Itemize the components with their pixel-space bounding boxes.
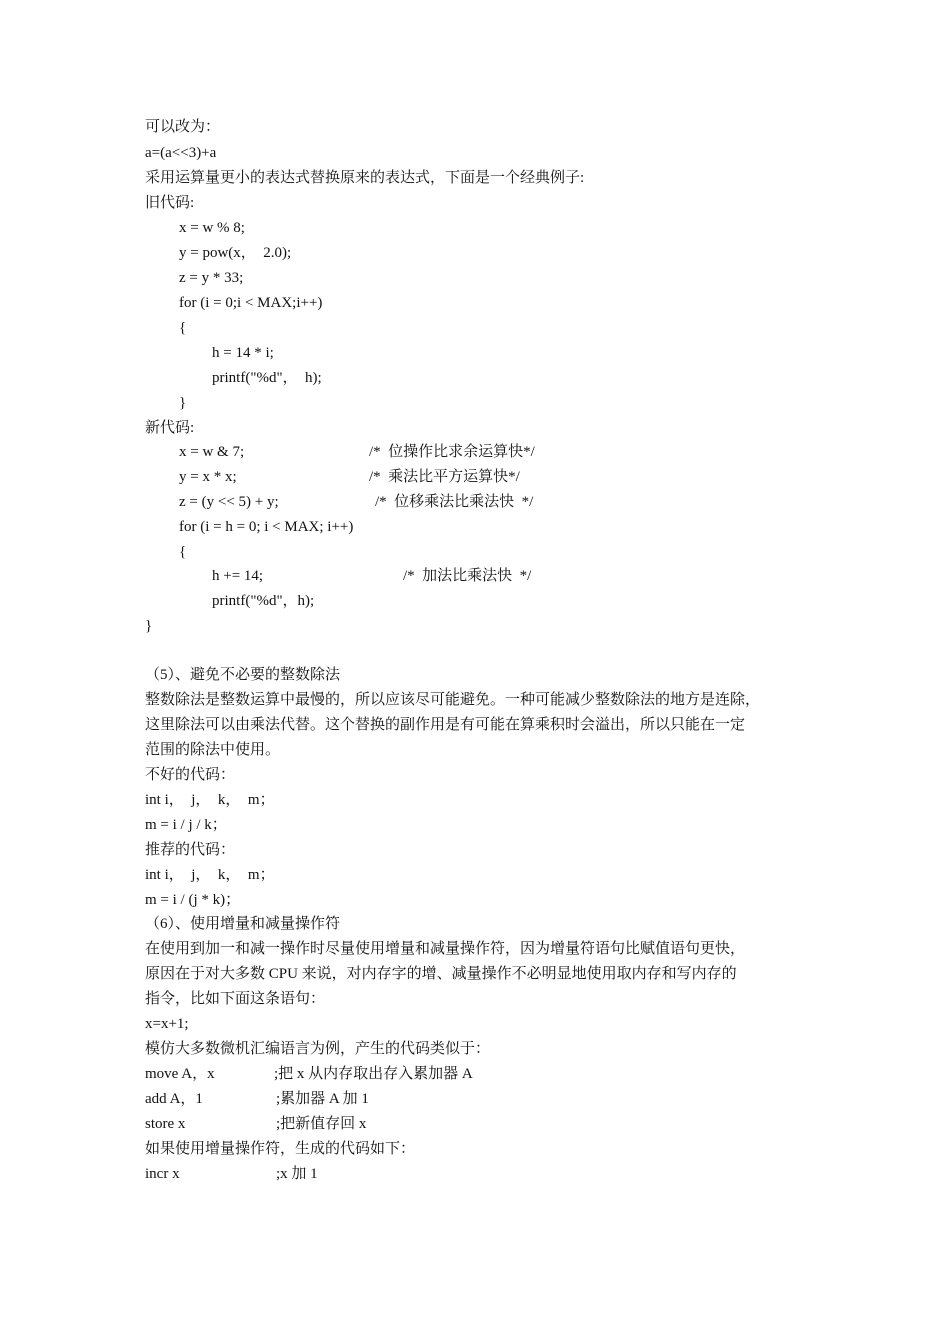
new-code-line: y = x * x; xyxy=(179,469,237,485)
asm-row xyxy=(0,1114,950,1134)
paragraph-line: 范围的除法中使用。 xyxy=(145,742,281,758)
new-code-line: h += 14; xyxy=(212,568,264,584)
intro-line-3: 采用运算量更小的表达式替换原来的表达式，下面是一个经典例子: xyxy=(145,170,585,186)
bad-code-label: 不好的代码： xyxy=(145,767,236,783)
intro-line-2: a=(a<<3)+a xyxy=(145,145,217,161)
new-code-line: z = (y << 5) + y; xyxy=(179,494,279,510)
code-comment: /* 乘法比平方运算快*/ xyxy=(369,469,520,485)
section-6-heading: （6）、使用增量和减量操作符 xyxy=(145,916,341,932)
new-code-label: 新代码: xyxy=(145,420,195,436)
asm-comment: ;累加器 A 加 1 xyxy=(276,1091,369,1107)
asm-instruction: incr x xyxy=(145,1166,180,1182)
old-code-line: { xyxy=(179,320,187,336)
old-code-label: 旧代码: xyxy=(145,195,195,211)
old-code-line: printf("%d"， h); xyxy=(212,370,322,386)
new-code-row xyxy=(0,566,950,586)
good-code-line: int i， j， k， m； xyxy=(145,867,275,883)
asm-row xyxy=(0,1064,950,1084)
code-comment: /* 位移乘法比乘法快 */ xyxy=(375,494,534,510)
asm-comment: ;把 x 从内存取出存入累加器 A xyxy=(274,1066,473,1082)
new-code-row xyxy=(0,442,950,462)
asm-instruction: store x xyxy=(145,1116,186,1132)
paragraph-line: 指令，比如下面这条语句： xyxy=(145,991,326,1007)
paragraph-line: 整数除法是整数运算中最慢的，所以应该尽可能避免。一种可能减少整数除法的地方是连除， xyxy=(145,692,761,708)
section-5-heading: （5）、避免不必要的整数除法 xyxy=(145,667,341,683)
old-code-line: for (i = 0;i < MAX;i++) xyxy=(179,295,323,311)
new-code-row xyxy=(0,467,950,487)
good-code-label: 推荐的代码： xyxy=(145,842,236,858)
asm-instruction: add A，1 xyxy=(145,1091,203,1107)
asm-row xyxy=(0,1089,950,1109)
asm-row xyxy=(0,1164,950,1184)
old-code-line: } xyxy=(179,395,187,411)
bad-code-line: int i， j， k， m； xyxy=(145,792,275,808)
intro-line-1: 可以改为： xyxy=(145,119,221,135)
old-code-line: h = 14 * i; xyxy=(212,345,274,361)
incr-intro: 如果使用增量操作符，生成的代码如下： xyxy=(145,1141,416,1157)
new-code-line: printf("%d"，h); xyxy=(212,593,315,609)
new-code-line: } xyxy=(145,618,153,634)
asm-intro: 模仿大多数微机汇编语言为例，产生的代码类似于： xyxy=(145,1041,491,1057)
old-code-line: z = y * 33; xyxy=(179,270,244,286)
new-code-line: for (i = h = 0; i < MAX; i++) xyxy=(179,519,354,535)
old-code-line: y = pow(x， 2.0); xyxy=(179,245,292,261)
asm-comment: ;x 加 1 xyxy=(276,1166,318,1182)
new-code-row xyxy=(0,492,950,512)
asm-instruction: move A，x xyxy=(145,1066,215,1082)
code-statement: x=x+1; xyxy=(145,1016,189,1032)
good-code-line: m = i / (j * k)； xyxy=(145,892,241,908)
new-code-line: x = w & 7; xyxy=(179,444,245,460)
paragraph-line: 这里除法可以由乘法代替。这个替换的副作用是有可能在算乘积时会溢出，所以只能在一定 xyxy=(145,717,746,733)
paragraph-line: 原因在于对大多数 CPU 来说，对内存字的增、减量操作不必明显地使用取内存和写内存的 xyxy=(145,966,737,982)
asm-comment: ;把新值存回 x xyxy=(276,1116,367,1132)
paragraph-line: 在使用到加一和减一操作时尽量使用增量和减量操作符，因为增量符语句比赋值语句更快， xyxy=(145,941,746,957)
old-code-line: x = w % 8; xyxy=(179,220,245,236)
bad-code-line: m = i / j / k； xyxy=(145,817,227,833)
code-comment: /* 位操作比求余运算快*/ xyxy=(369,444,535,460)
new-code-line: { xyxy=(179,544,187,560)
code-comment: /* 加法比乘法快 */ xyxy=(403,568,532,584)
